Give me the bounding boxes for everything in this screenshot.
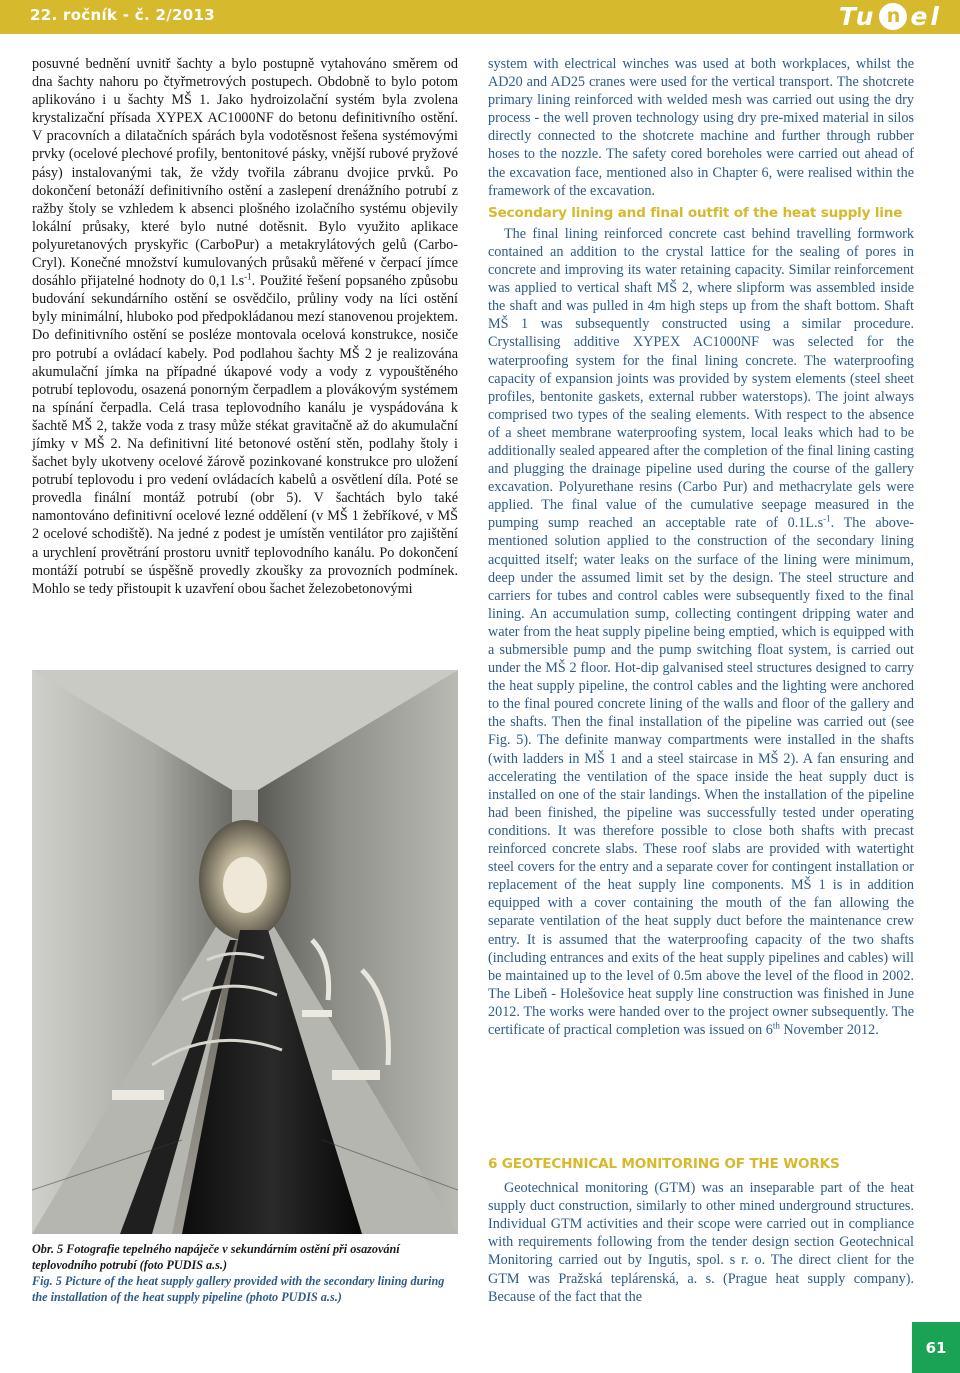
section-heading-geotechnical: 6 GEOTECHNICAL MONITORING OF THE WORKS xyxy=(488,1156,840,1172)
caption-czech: Obr. 5 Fotografie tepelného napáječe v sekundárním ostění při osazování teplovodního potrubí (foto PUDIS a.s.) xyxy=(32,1242,400,1272)
english-superscript: -1 xyxy=(823,513,831,524)
czech-paragraph xyxy=(32,55,458,598)
header-bar xyxy=(0,0,960,34)
issue-label: 22. ročník - č. 2/2013 xyxy=(30,6,215,24)
english-paragraph-2 xyxy=(488,225,914,1039)
logo-m-circle: n xyxy=(879,3,907,30)
english-paragraph-1: system with electrical winches was used at both workplaces, whilst the AD20 and AD25 cranes were used for the vertical transport. The shotcrete primary lining reinforced with welded mesh was carried out using the dry process - the well proven technology using dry pre-mixed material in silos directly connected to the shotcrete machine and further through rubber hoses to the nozzle. The safety cored boreholes were carried out ahead of the excavation face, mentioned also in Chapter 6, were realised within the framework of the excavation. xyxy=(488,56,914,199)
figure-caption xyxy=(32,1241,462,1305)
right-column-english xyxy=(488,55,914,1039)
czech-text-part-2: . Použité řešení popsaného způsobu budování sekundárního ostění se osvědčilo, průliny vody na líci ostění byly minimální, hluboko pod předpokládanou mezí stanovenou projektem. Do definitivního ostění se posléze montovala ocelová konstrukce, nosiče pro potrubí a ovládací kabely. Pod podlahou šachty MŠ 2 je realizována akumulační jímka na případné úkapové vody a vody z vypouštěného potrubí teplovodu, osazená ponorným čerpadlem a plovákovým systémem na spínání čerpadla. Celá trasa teplovodního kanálu je vyspádována k šachtě MŠ 2, takže voda z trasy může stékat gravitačně až do akumulační jímky v MŠ 2. Na definitivní lité betonové ostění stěn, podlahy štoly i šachet byly ukotveny ocelové žárově pozinkované konstrukce pro uložení potrubí teplovodu i pro vedení ovládacích kabelů a osvětlení díla. Poté se provedla finální montáž potrubí (obr 5). V šachtách bylo také namontováno definitivní ocelové lezné oddělení (v MŠ 1 žebříkové, v MŠ 2 ocelové schodiště). Na jedné z podest je umístěn ventilátor pro zajištění a urychlení provětrání prostoru uvnitř teplovodního kanálu. Po dokončení montáží potrubí se úspěšně provedly zkoušky za provozních podmínek. Mohlo se tedy přistoupit k uzavření obou šachet železobetonovými xyxy=(32,273,458,597)
section-heading-secondary-lining: Secondary lining and final outfit of the heat supply line xyxy=(488,204,903,221)
page-number: 61 xyxy=(912,1322,960,1373)
logo-text-left: Tu xyxy=(838,2,877,31)
tunnel-photo xyxy=(32,670,458,1234)
czech-superscript: -1 xyxy=(244,271,252,282)
left-column-czech xyxy=(32,55,458,598)
english-p2-part-1: The final lining reinforced concrete cast behind travelling formwork contained an addition to the crystal lattice for the sealing of pores in concrete and improving its water retaining capacity. Similar reinforcement was applied to vertical shaft MŠ 2, where slipform was assembled inside the shaft and was pulled in 4m high steps up from the shaft bottom. Shaft MŠ 1 was subsequently constructed using a similar procedure. Crystallising additive XYPEX AC1000NF was selected for the waterproofing system for the final lining concrete. The waterproofing capacity of expansion joints was provided by system elements (steel sheet profiles, bentonite gaskets, external rubber waterstops). The joint always comprised two types of the sealing elements. With respect to the absence of a sheet membrane waterproofing system, local leaks which had to be additionally sealed appeared after the completion of the final lining casting and plugging the drainage pipeline used during the course of the gallery excavation. Polyurethane resins (Carbo Pur) and methacrylate gels were applied. The final value of the cumulative seepage measured in the pumping sump reached an acceptable rate of 0.1L.s xyxy=(488,225,914,532)
english-paragraph-3: Geotechnical monitoring (GTM) was an inseparable part of the heat supply duct construction, similarly to other mined underground structures. Individual GTM activities and their scope were carried out in compliance with requirements following from the tender design section Geotechnical Monitoring carried out by Ingutis, spol. s r. o. The direct client for the GTM was Pražská teplárenská, a. s. (Prague heat supply company). Because of the fact that the xyxy=(488,1180,914,1305)
english-p2-part-3: November 2012. xyxy=(779,1021,879,1038)
right-column-section-6 xyxy=(488,1156,914,1306)
logo-text-right: el xyxy=(910,2,942,31)
czech-text-part-1: posuvné bednění uvnitř šachty a bylo postupně vytahováno směrem od dna šachty nahoru po čtyřmetrových postupech. Obdobně to bylo potom aplikováno i u šachty MŠ 1. Jako hydroizolační systém byla zvolena krystalizační přísada XYPEX AC1000NF do betonu definitivního ostění. V pracovních a dilatačních spárách byla vodotěsnost řešena systémovými prvky (ocelové plechové profily, bentonitové pásky, vnější rubové pryžové pásy) instalovanými tak, že vždy tvořila zábranu dvojice prvků. Po dokončení betonáží definitivního ostění a zaslepení drenážního potrubí z ražby štoly se vzhledem k absenci plošného izolačního systému objevily lokální průsaky, které bylo nutné dotěsnit. Bylo využito aplikace polyuretanových pryskyřic (CarboPur) a metakrylátových gelů (Carbo-Cryl). Konečné množství kumulovaných průsaků měřené v čerpací jímce dosáhlo přijatelné hodnoty do 0,1 l.s xyxy=(32,56,458,290)
tunel-logo xyxy=(839,2,942,31)
caption-english: Fig. 5 Picture of the heat supply gallery provided with the secondary lining during the installation of the heat supply pipeline (photo PUDIS a.s.) xyxy=(32,1274,445,1304)
english-p2-part-2: . The above-mentioned solution applied to the construction of the secondary lining acquitted itself; water leaks on the surface of the lining were minimum, deep under the assumed limit set by the design. The steel structure and carriers for tubes and control cables were subsequently fixed to the final lining. An accumulation sump, collecting contingent dripping water and water from the heat supply pipeline being emptied, which is equipped with a submersible pump and the pump switching float system, is carried out under the MŠ 2 floor. Hot-dip galvanised steel structures designed to carry the heat supply pipeline, the control cables and the lighting were anchored to the final poured concrete lining of the walls and floor of the gallery and the shafts. Then the final installation of the pipeline was carried out (see Fig. 5). The definite manway compartments were installed in the shafts (with ladders in MŠ 1 and a steel staircase in MŠ 2). A fan ensuring and accelerating the ventilation of the space inside the heat supply duct is installed on one of the stair landings. When the installation of the pipeline had been finished, the pipeline was successfully tested under operating conditions. It was therefore possible to close both shafts with precast reinforced concrete slabs. These roof slabs are provided with watertight steel covers for the entry and a separate cover for contingent installation or replacement of the heat supply line components. MŠ 1 is in addition equipped with a cover containing the mouth of the fan allowing the separate ventilation of the heat supply duct before the maintenance crew entry. It is assumed that the waterproofing capacity of the two shafts (including entrances and exits of the heat supply pipelines and cables) will be maintained up to the level of 0.5m above the level of the flood in 2002. The Libeň - Holešovice heat supply line construction was finished in June 2012. The works were handed over to the project owner subsequently. The certificate of practical completion was issued on 6 xyxy=(488,515,914,1038)
english-superscript-th: th xyxy=(772,1020,780,1031)
